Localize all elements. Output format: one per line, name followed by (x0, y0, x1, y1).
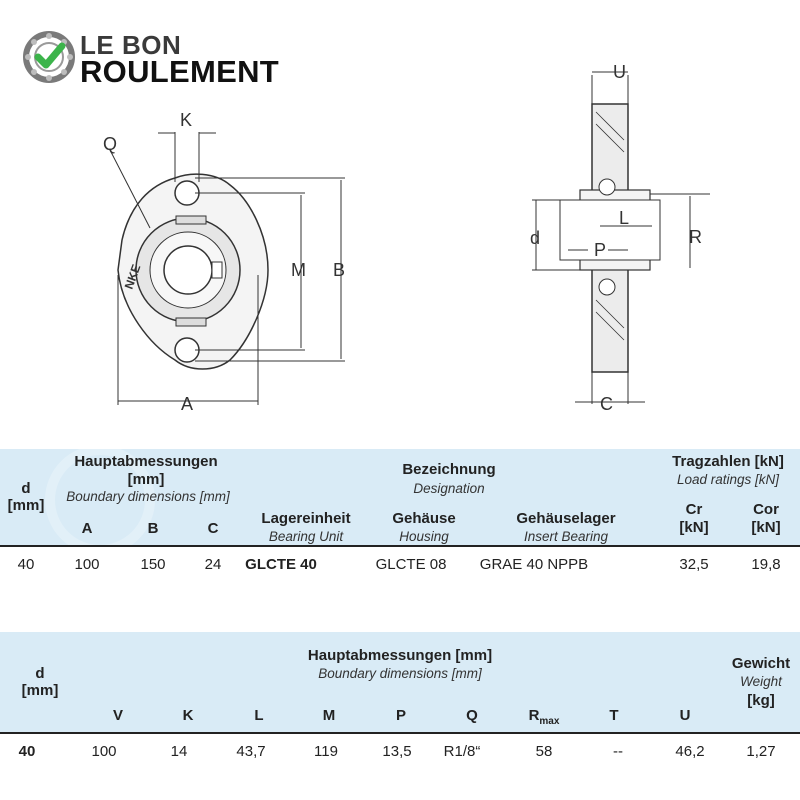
t2-boundary-title: Hauptabmessungen [mm] (307, 647, 493, 664)
t1-designation-title: Bezeichnung (402, 461, 496, 478)
t1-row-housing: GLCTE 08 (375, 556, 447, 573)
t1-col-A: A (81, 520, 93, 537)
t1-row-unit: GLCTE 40 (245, 556, 317, 573)
label-d: d (530, 228, 541, 248)
t2-d-label: d (35, 665, 45, 682)
label-C: C (600, 394, 613, 414)
t1-cr: Cr (685, 501, 703, 518)
t2-row-P: 13,5 (382, 743, 412, 760)
t2-col-K: K (182, 707, 194, 724)
t2-weight-unit: [kg] (747, 692, 775, 709)
label-L: L (619, 208, 630, 228)
t2-col-V: V (112, 707, 124, 724)
t1-cor: Cor (753, 501, 779, 518)
t2-row-K: 14 (170, 743, 188, 760)
t1-row-d: 40 (17, 556, 35, 573)
t1-row-C: 24 (204, 556, 222, 573)
t1-row-cor: 19,8 (751, 556, 781, 573)
t2-row-R: 58 (535, 743, 553, 760)
t2-boundary-en: Boundary dimensions [mm] (318, 666, 482, 681)
label-K: K (180, 110, 193, 130)
label-A: A (181, 394, 194, 414)
label-Q: Q (103, 134, 118, 154)
t1-row-B: 150 (140, 556, 166, 573)
t1-row-cr: 32,5 (679, 556, 709, 573)
t2-col-T: T (609, 707, 619, 724)
label-U: U (613, 62, 626, 82)
t2-header-rule (0, 732, 800, 734)
t1-boundary-title: Hauptabmessungen (74, 453, 218, 470)
t1-insert-de: Gehäuselager (516, 510, 616, 527)
t1-row-insert: GRAE 40 NPPB (479, 556, 589, 573)
t1-ratings-en: Load ratings [kN] (676, 472, 780, 487)
t1-designation-en: Designation (413, 481, 485, 496)
t2-row-d: 40 (18, 743, 36, 760)
t2-col-L: L (254, 707, 264, 724)
logo-line-1: LE BON (80, 30, 182, 60)
t2-row-V: 100 (91, 743, 117, 760)
t1-cor-unit: [kN] (751, 519, 781, 536)
t2-row-U: 46,2 (675, 743, 705, 760)
t1-housing-de: Gehäuse (392, 510, 456, 527)
t2-weight-en: Weight (740, 674, 782, 689)
t1-housing-en: Housing (399, 529, 449, 544)
t1-col-B: B (147, 520, 159, 537)
t1-ratings-title: Tragzahlen [kN] (672, 453, 784, 470)
label-P: P (594, 240, 607, 260)
t2-row-L: 43,7 (236, 743, 266, 760)
t2-row-M: 119 (314, 743, 338, 760)
logo-line-2: ROULEMENT (80, 54, 280, 89)
t2-col-U: U (679, 707, 691, 724)
label-M: M (291, 260, 306, 280)
label-R: R (689, 227, 702, 247)
t1-row-A: 100 (74, 556, 100, 573)
t1-d-unit: [mm] (7, 497, 45, 514)
t1-col-C: C (207, 520, 219, 537)
t2-d-unit: [mm] (21, 682, 59, 699)
t1-unit-de: Lagereinheit (261, 510, 351, 527)
t1-boundary-en: Boundary dimensions [mm] (66, 489, 230, 504)
shaft-bore (164, 246, 212, 294)
t2-row-T: -- (613, 743, 623, 760)
t2-weight-title: Gewicht (731, 655, 791, 672)
label-B: B (333, 260, 346, 280)
t2-col-R-sub: max (539, 716, 560, 727)
t2-row-weight: 1,27 (746, 743, 776, 760)
t2-col-R (529, 707, 560, 727)
t1-unit-en: Bearing Unit (268, 529, 344, 544)
t1-boundary-unit: [mm] (127, 471, 165, 488)
t2-col-R-main: R (528, 707, 540, 724)
t1-cr-unit: [kN] (679, 519, 709, 536)
t1-header-rule (0, 545, 800, 547)
t1-d-label: d (21, 480, 31, 497)
housing-mark: NKE (121, 262, 144, 292)
t2-col-M: M (322, 707, 336, 724)
t2-col-Q: Q (466, 707, 478, 724)
t2-col-P: P (395, 707, 407, 724)
t1-insert-en: Insert Bearing (523, 529, 609, 544)
t2-row-Q: R1/8“ (443, 743, 481, 760)
